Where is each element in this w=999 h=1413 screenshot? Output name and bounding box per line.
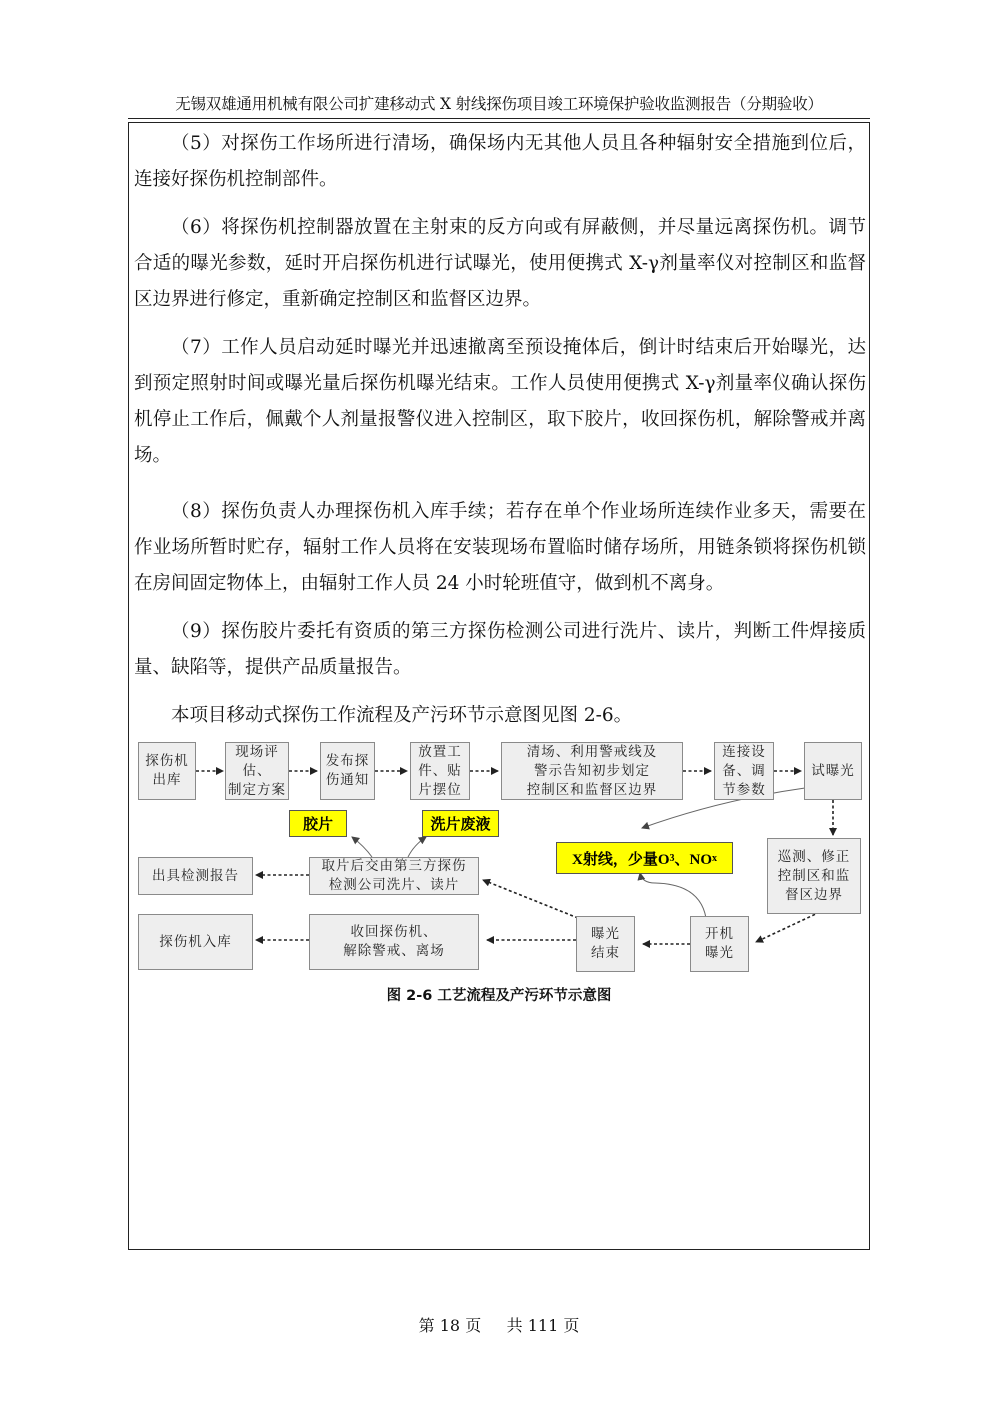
step-third-party: 取片后交由第三方探伤 检测公司洗片、读片 <box>309 857 479 895</box>
pollutant-film: 胶片 <box>289 810 347 837</box>
step-out-of-storage: 探伤机 出库 <box>138 742 196 800</box>
step-patrol-correct: 巡测、修正 控制区和监 督区边界 <box>767 838 861 914</box>
step-into-storage: 探伤机入库 <box>138 914 253 970</box>
nox-text: 、NO <box>674 851 713 868</box>
o3-subscript: 3 <box>669 852 675 864</box>
step-trial-exposure: 试曝光 <box>804 742 862 800</box>
step-issue-report: 出具检测报告 <box>138 857 253 895</box>
figure-caption: 图 2-6 工艺流程及产污环节示意图 <box>386 988 612 1004</box>
step-site-evaluation: 现场评估、 制定方案 <box>225 742 289 800</box>
paragraph-step-7: （7）工作人员启动延时曝光并迅速撤离至预设掩体后，倒计时结束后开始曝光，达到预定照射时间或曝光量后探伤机曝光结束。工作人员使用便携式 X-γ剂量率仪确认探伤机停止工作后，佩戴个人剂量报警仪进入控制区，取下胶片，收回探伤机，解除警戒并离场。 <box>134 337 866 466</box>
pollutant-xray <box>556 842 733 874</box>
paragraph-step-5: （5）对探伤工作场所进行清场，确保场内无其他人员且各种辐射安全措施到位后，连接好探伤机控制部件。 <box>134 133 866 190</box>
paragraph-figure-intro: 本项目移动式探伤工作流程及产污环节示意图见图 2-6。 <box>171 705 633 726</box>
step-place-workpiece: 放置工 件、贴 片摆位 <box>410 742 470 800</box>
paragraph-step-6: （6）将探伤机控制器放置在主射束的反方向或有屏蔽侧，并尽量远离探伤机。调节合适的曝光参数，延时开启探伤机进行试曝光，使用便携式 X-γ剂量率仪对控制区和监督区边界进行修定，重新确定控制区和监督区边界。 <box>134 217 866 310</box>
pollutant-waste-liquid: 洗片废液 <box>422 810 499 837</box>
step-clear-site: 清场、利用警戒线及 警示告知初步划定 控制区和监督区边界 <box>501 742 683 800</box>
nox-subscript: x <box>712 852 718 864</box>
step-start-exposure: 开机 曝光 <box>690 916 749 972</box>
step-issue-notice: 发布探 伤通知 <box>320 742 375 800</box>
step-recover-machine: 收回探伤机、 解除警戒、离场 <box>309 914 479 970</box>
header-rule <box>128 118 870 119</box>
report-header: 无锡双雄通用机械有限公司扩建移动式 X 射线探伤项目竣工环境保护验收监测报告（分期验收） <box>175 95 823 113</box>
step-exposure-end: 曝光 结束 <box>576 916 635 972</box>
xray-text: X射线，少量O <box>571 851 670 868</box>
page-footer: 第 18 页 共 111 页 <box>418 1316 580 1335</box>
step-connect-equipment: 连接设 备、调 节参数 <box>714 742 774 800</box>
paragraph-step-9: （9）探伤胶片委托有资质的第三方探伤检测公司进行洗片、读片，判断工件焊接质量、缺陷等，提供产品质量报告。 <box>134 621 866 678</box>
paragraph-step-8: （8）探伤负责人办理探伤机入库手续；若存在单个作业场所连续作业多天，需要在作业场所暂时贮存，辐射工作人员将在安装现场布置临时储存场所，用链条锁将探伤机锁在房间固定物体上，由辐射工作人员 24 小时轮班值守，做到机不离身。 <box>134 501 866 594</box>
